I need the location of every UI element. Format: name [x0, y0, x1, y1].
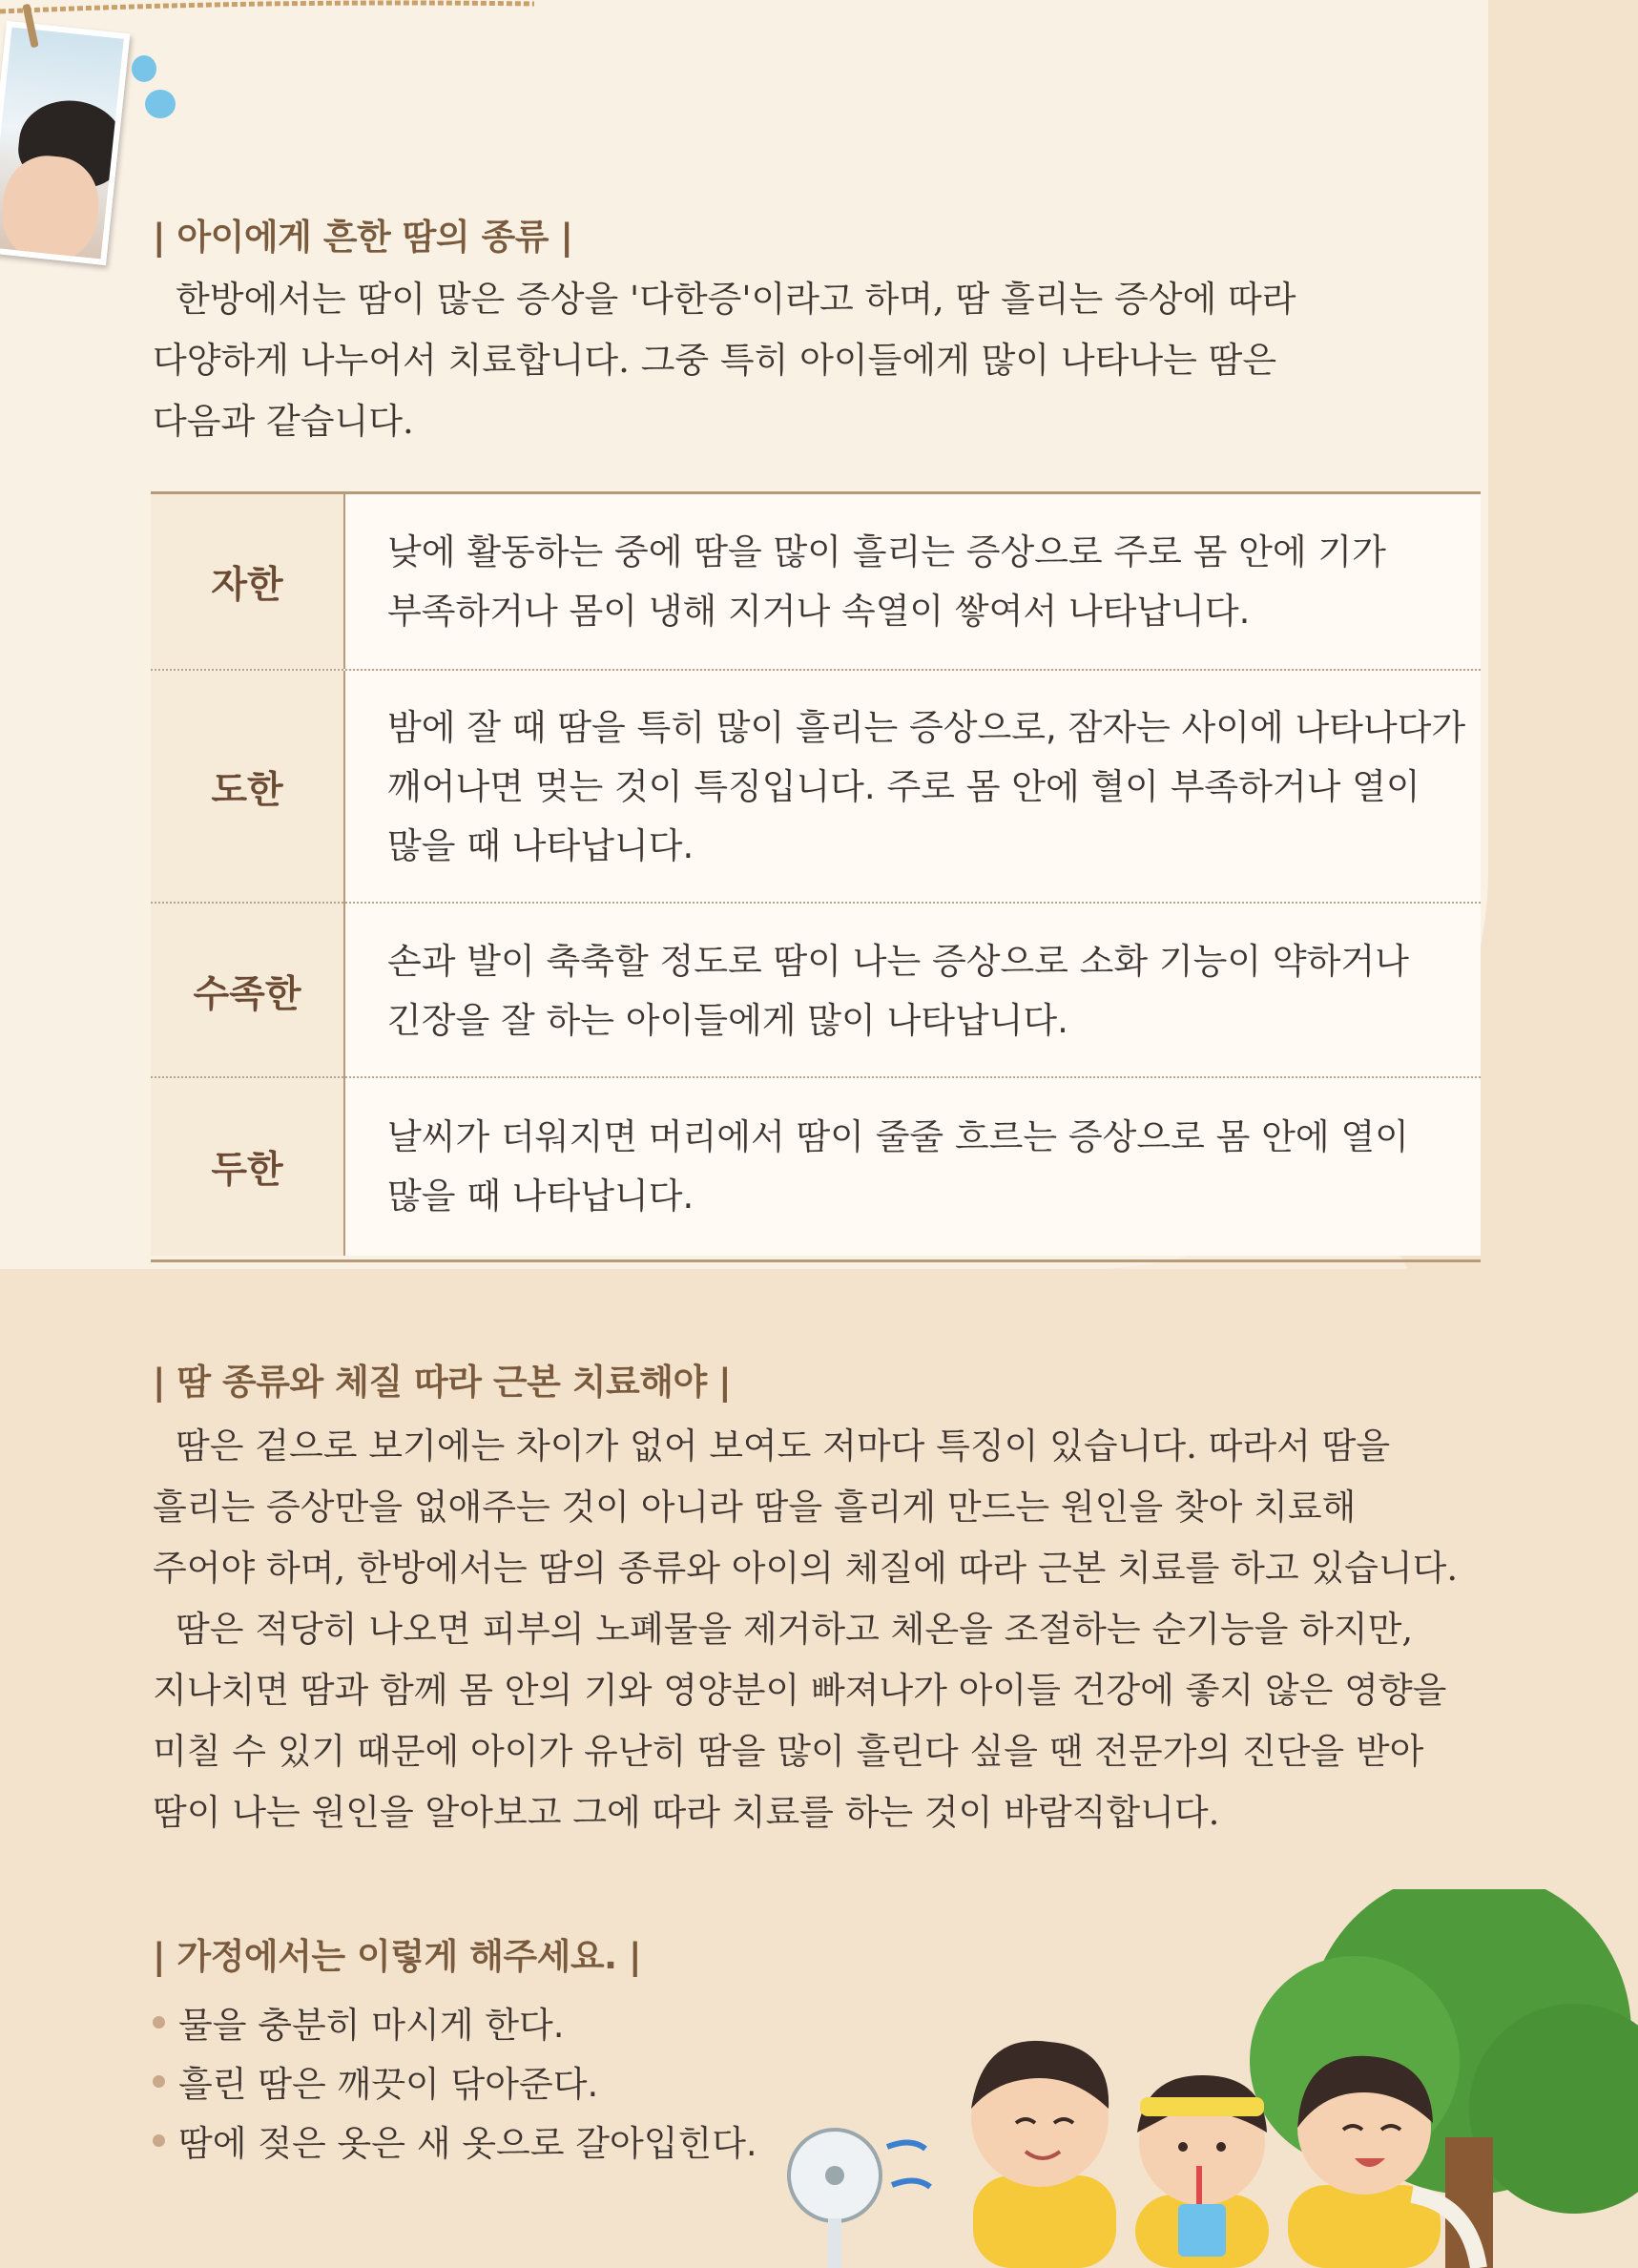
paragraph-line: 미칠 수 있기 때문에 아이가 유난히 땀을 많이 흘린다 싶을 땐 전문가의 진단을 받아: [153, 1731, 1424, 1772]
paragraph-line: 땀은 겉으로 보기에는 차이가 없어 보여도 저마다 특징이 있습니다. 따라서 땀을: [176, 1425, 1391, 1467]
treatment-paragraph: [153, 1416, 1488, 1843]
children-under-tree-illustration: [744, 1889, 1638, 2268]
list-item: 흘린 땀은 깨끗이 닦아준다.: [153, 2051, 757, 2111]
sweat-drop-icon: [145, 90, 176, 118]
paragraph-line: 흘리는 증상만을 없애주는 것이 아니라 땀을 흘리게 만드는 원인을 찾아 치료해: [153, 1487, 1357, 1528]
section-heading-sweat-types: | 아이에게 흔한 땀의 종류 |: [153, 217, 573, 258]
table-term: 두한: [151, 1078, 345, 1256]
description-line: 긴장을 잘 하는 아이들에게 많이 나타납니다.: [387, 999, 1068, 1041]
paragraph-line: 땀은 적당히 나오면 피부의 노폐물을 제거하고 체온을 조절하는 순기능을 하지만,: [176, 1609, 1414, 1650]
table-row: [151, 669, 1481, 904]
child-icon: [1135, 2075, 1269, 2268]
intro-line: 한방에서는 땀이 많은 증상을 '다한증'이라고 하며, 땀 흘리는 증상에 따라: [176, 279, 1296, 320]
intro-line: 다음과 같습니다.: [153, 401, 414, 442]
child-icon: [971, 2041, 1116, 2268]
bullet-icon: [153, 2075, 165, 2088]
sweat-drop-icon: [132, 55, 156, 82]
description-line: 부족하거나 몸이 냉해 지거나 속열이 쌓여서 나타납니다.: [387, 590, 1251, 632]
table-description: [345, 494, 1481, 669]
table-term: 자한: [151, 494, 345, 669]
table-row: [151, 902, 1481, 1078]
list-item: 물을 충분히 마시게 한다.: [153, 1992, 757, 2051]
section-heading-home-care: | 가정에서는 이렇게 해주세요. |: [153, 1936, 642, 1977]
sweat-types-table: [151, 491, 1481, 1262]
bullet-icon: [153, 2134, 165, 2147]
bullet-icon: [153, 2016, 165, 2029]
table-term: 수족한: [151, 904, 345, 1078]
description-line: 많을 때 나타납니다.: [387, 1176, 695, 1217]
paragraph-line: 지나치면 땀과 함께 몸 안의 기와 영양분이 빠져나가 아이들 건강에 좋지 않은 영향을: [153, 1670, 1447, 1711]
paragraph-line: 주어야 하며, 한방에서는 땀의 종류와 아이의 체질에 따라 근본 치료를 하고 있습니다.: [153, 1548, 1459, 1589]
description-line: 손과 발이 축축할 정도로 땀이 나는 증상으로 소화 기능이 약하거나: [387, 940, 1409, 982]
description-line: 많을 때 나타납니다.: [387, 825, 695, 866]
description-line: 낮에 활동하는 중에 땀을 많이 흘리는 증상으로 주로 몸 안에 기가: [387, 531, 1386, 572]
table-term: 도한: [151, 671, 345, 904]
table-description: [345, 671, 1481, 904]
rope-decoration: [0, 0, 534, 17]
table-row: [151, 1076, 1481, 1256]
intro-line: 다양하게 나누어서 치료합니다. 그중 특히 아이들에게 많이 나타나는 땀은: [153, 340, 1277, 381]
list-item: 땀에 젖은 옷은 새 옷으로 갈아입힌다.: [153, 2111, 757, 2170]
description-line: 날씨가 더워지면 머리에서 땀이 줄줄 흐르는 증상으로 몸 안에 열이: [387, 1116, 1409, 1157]
table-description: [345, 1078, 1481, 1256]
home-care-list: [153, 1992, 757, 2170]
description-line: 깨어나면 멎는 것이 특징입니다. 주로 몸 안에 혈이 부족하거나 열이: [387, 766, 1420, 807]
description-line: 밤에 잘 때 땀을 특히 많이 흘리는 증상으로, 잠자는 사이에 나타나다가: [387, 707, 1466, 748]
paragraph-line: 땀이 나는 원인을 알아보고 그에 따라 치료를 하는 것이 바람직합니다.: [153, 1792, 1220, 1833]
table-description: [345, 904, 1481, 1078]
intro-paragraph: [153, 269, 1488, 452]
table-row: [151, 494, 1481, 669]
fan-icon: [789, 2130, 930, 2268]
section-heading-treatment: | 땀 종류와 체질 따라 근본 치료해야 |: [153, 1362, 732, 1403]
